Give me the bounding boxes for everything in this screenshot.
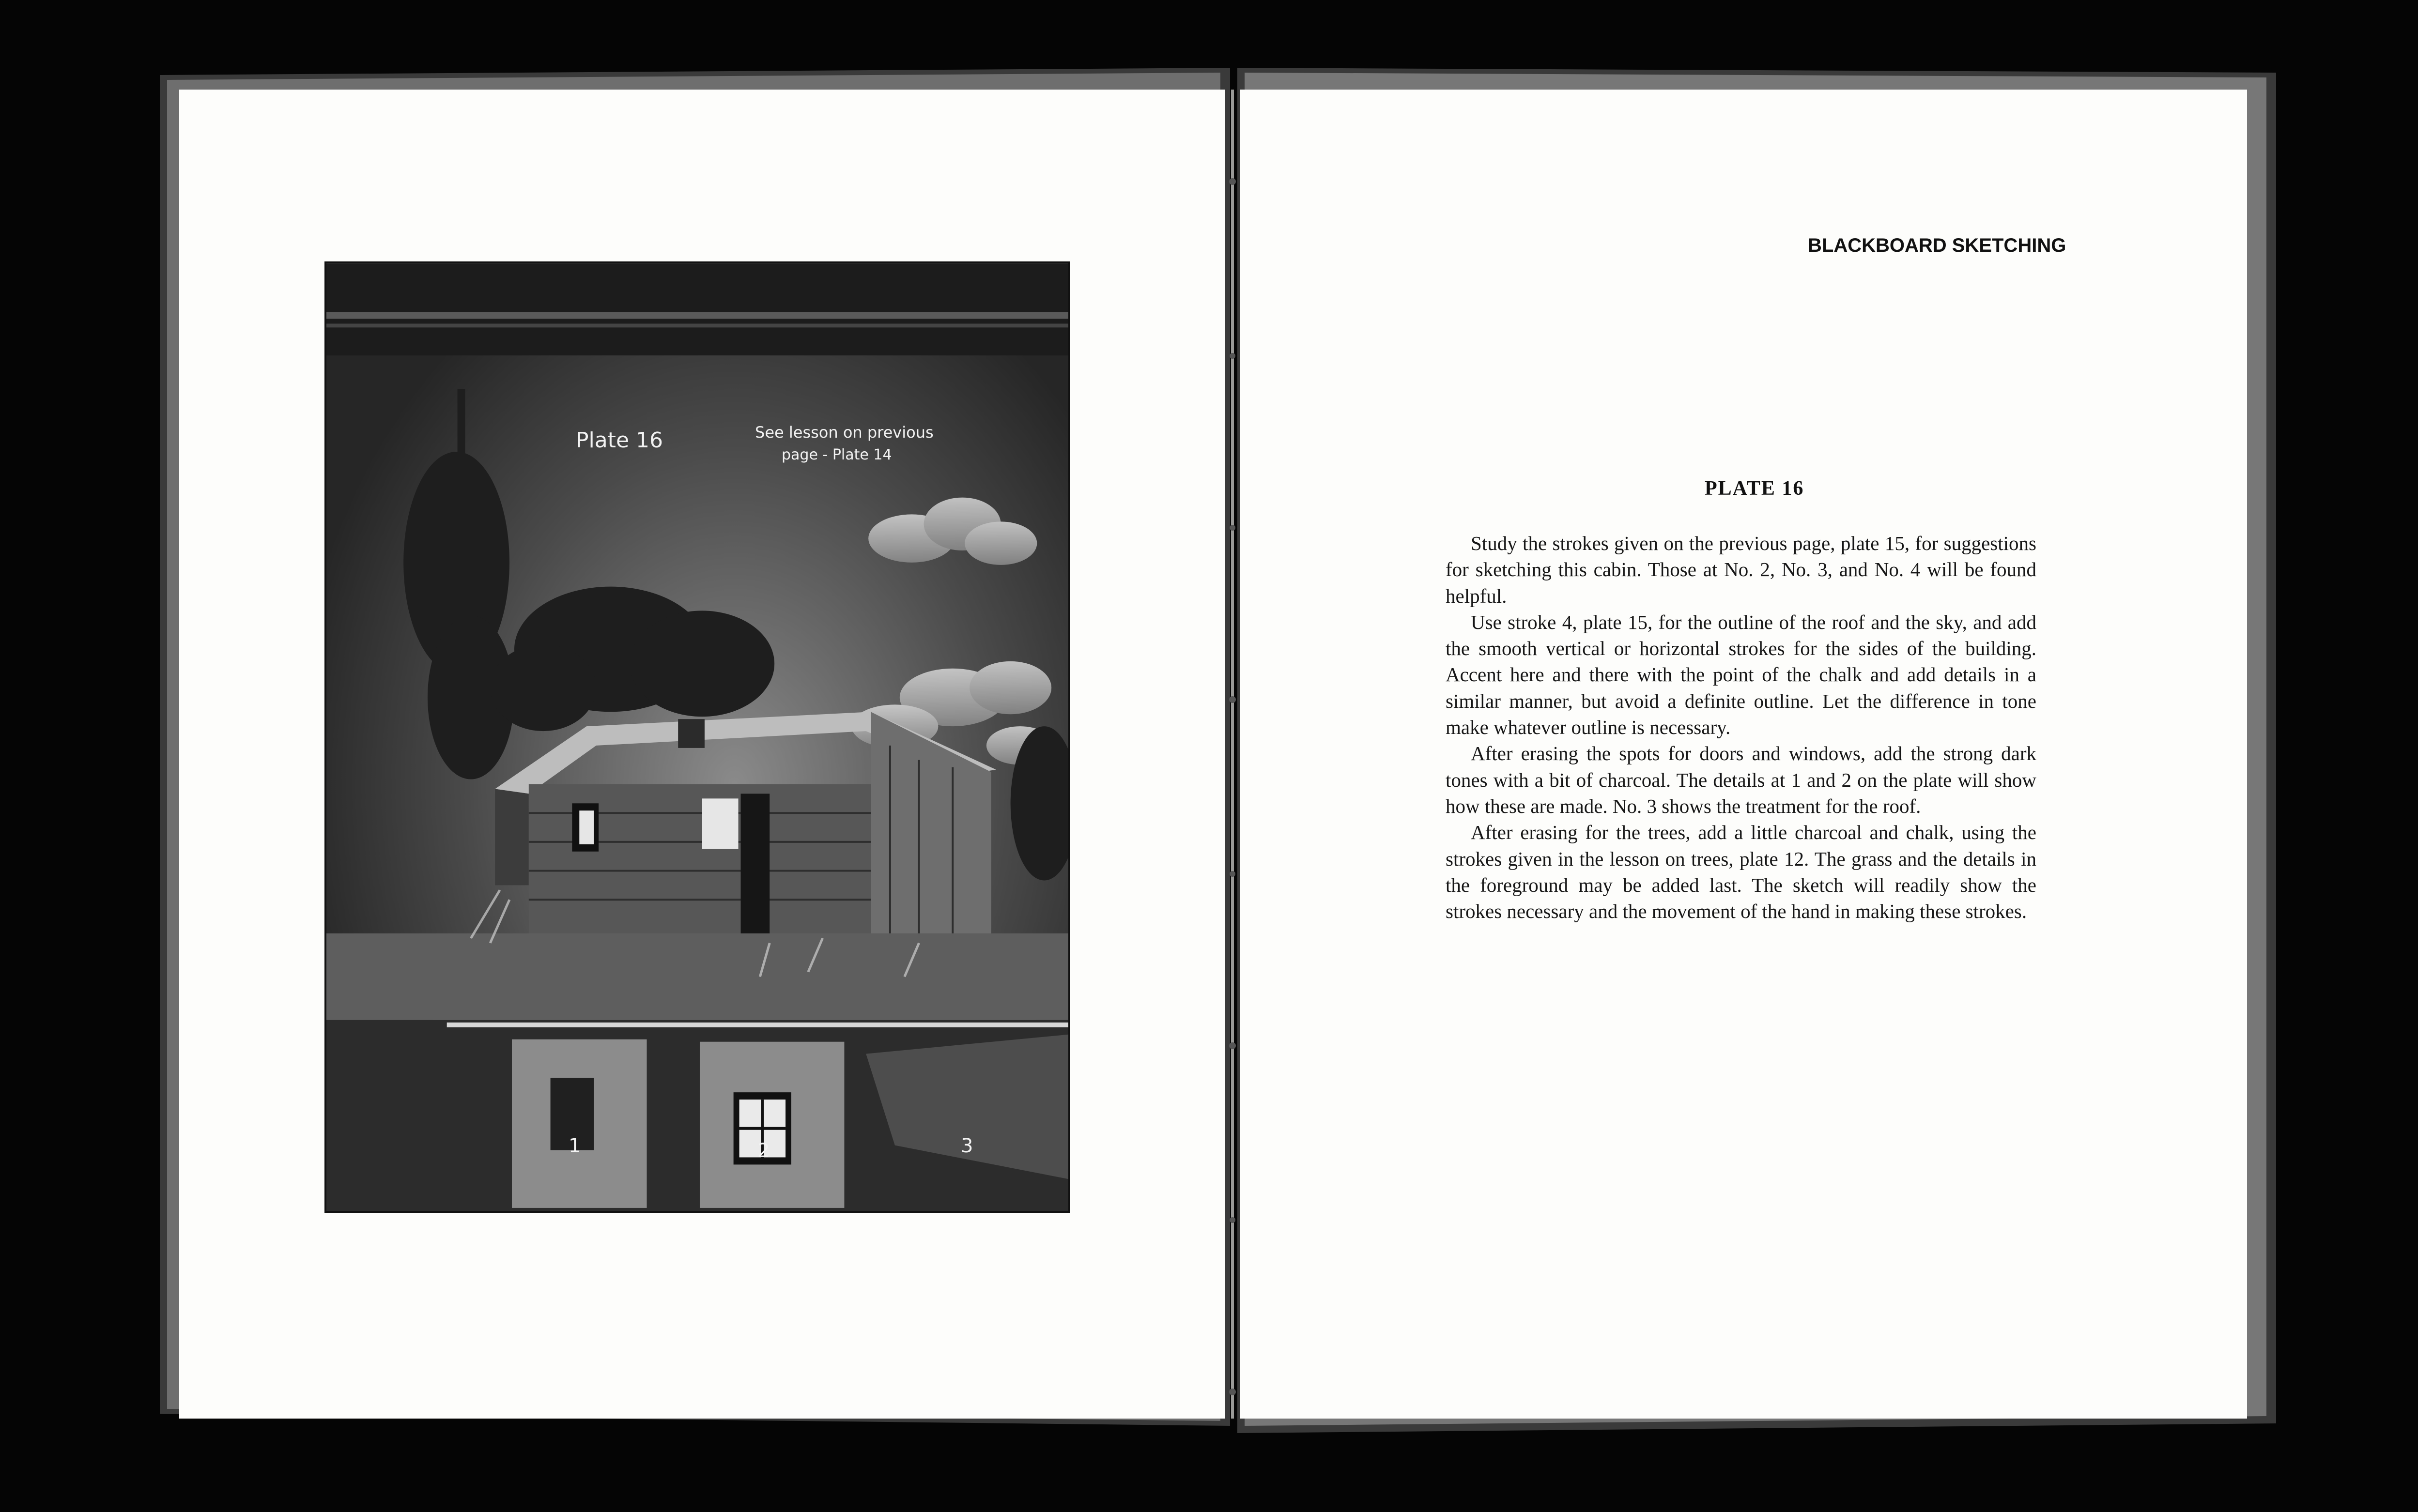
body-text: [1446, 530, 2036, 924]
running-head: BLACKBOARD SKETCHING: [1808, 235, 2066, 256]
cabin-sketch-image: [326, 263, 1068, 1211]
lesson-note-line-1: See lesson on previous: [755, 423, 934, 442]
detail-number-2: 2: [757, 1140, 770, 1162]
paragraph-3: After erasing the spots for doors and windows, add the strong dark tones with a bit of charcoal. The details at 1 and 2 on the plate will show how these are made. No. 3 shows the treatment for the roof.: [1446, 742, 2036, 817]
detail-number-1: 1: [569, 1135, 581, 1157]
lesson-note-line-2: page - Plate 14: [782, 446, 892, 463]
plate-label: Plate 16: [576, 428, 663, 453]
paragraph-1: Study the strokes given on the previous page, plate 15, for suggestions for sketching this cabin. Those at No. 2, No. 3, and No. 4 will be found helpful.: [1446, 532, 2036, 607]
paragraph-4: After erasing for the trees, add a little charcoal and chalk, using the strokes given in the lesson on trees, plate 12. The grass and the details in the foreground may be added last. The sketch will readily show the strokes necessary and the movement of the hand in making these strokes.: [1446, 821, 2036, 923]
detail-number-3: 3: [961, 1135, 973, 1157]
paragraph-2: Use stroke 4, plate 15, for the outline of the roof and the sky, and add the smooth vertical or horizontal strokes for the sides of the building. Accent here and there with the point of the chalk and add details in a similar manner, but avoid a definite outline. Let the difference in tone make whatever outline is necessary.: [1446, 611, 2036, 739]
plate-title: PLATE 16: [1705, 477, 1804, 500]
plate-16-photograph: [324, 261, 1070, 1213]
